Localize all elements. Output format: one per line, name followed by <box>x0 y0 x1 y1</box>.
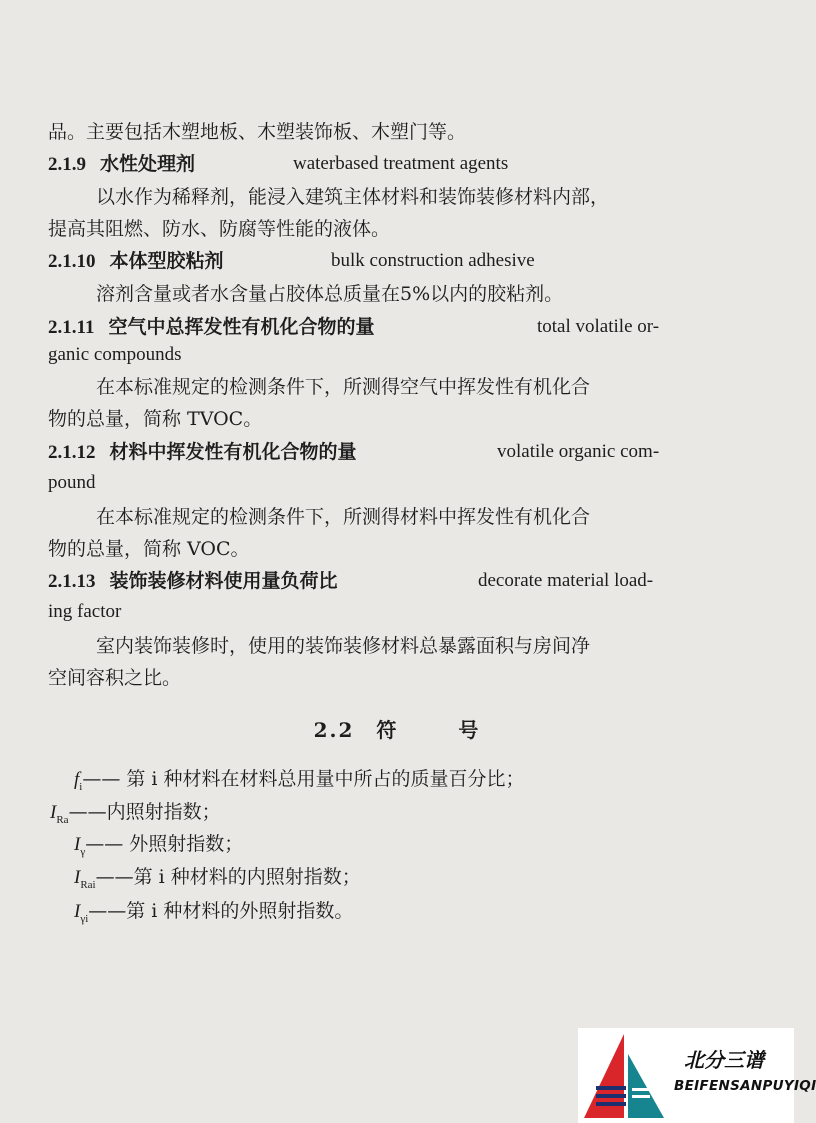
definition-line: 提高其阻燃、防水、防腐等性能的液体。 <box>48 218 391 240</box>
symbol-description: —— 第 i 种材料在材料总用量中所占的质量百分比； <box>82 768 525 790</box>
term-number: 2.1.11 <box>48 317 95 338</box>
definition-line: 溶剂含量或者水含量占胶体总质量在5%以内的胶粘剂。 <box>96 283 564 305</box>
term-english: bulk construction adhesive <box>331 250 535 271</box>
section-title-part: 符 <box>376 718 399 742</box>
symbol: f <box>74 769 80 790</box>
term-chinese: 本体型胶粘剂 <box>109 250 224 272</box>
symbol-subscript: i <box>79 780 83 793</box>
definition-line: 物的总量，简称 TVOC。 <box>48 408 263 430</box>
term-number: 2.1.13 <box>48 571 96 592</box>
term-2-1-12 <box>48 437 708 468</box>
term-english: decorate material load- <box>478 570 654 591</box>
term-english: total volatile or- <box>537 316 660 337</box>
term-2-1-11 <box>48 312 708 343</box>
term-chinese: 装饰装修材料使用量负荷比 <box>109 570 338 592</box>
term-chinese: 水性处理剂 <box>100 153 196 175</box>
term-2-1-10 <box>48 246 708 277</box>
definition-line: 空间容积之比。 <box>48 667 182 689</box>
watermark-logo <box>578 1028 816 1123</box>
section-heading <box>0 714 794 743</box>
term-number: 2.1.9 <box>48 154 86 175</box>
symbol-entry <box>74 862 361 900</box>
term-english-continued: ganic compounds <box>48 344 182 365</box>
section-title-part: 号 <box>458 718 481 742</box>
term-chinese: 空气中总挥发性有机化合物的量 <box>108 316 375 338</box>
symbol-subscript: Rai <box>80 878 96 891</box>
symbol-description: ——第 i 种材料的外照射指数。 <box>88 900 354 922</box>
symbol-subscript: Ra <box>56 813 69 826</box>
term-2-1-9 <box>48 149 708 180</box>
symbol: I <box>74 901 81 922</box>
symbol-description: ——内照射指数； <box>68 801 221 823</box>
term-chinese: 材料中挥发性有机化合物的量 <box>109 441 357 463</box>
symbol-subscript: γ <box>80 845 86 858</box>
symbol-description: ——第 i 种材料的内照射指数； <box>95 866 361 888</box>
definition-line: 在本标准规定的检测条件下，所测得材料中挥发性有机化合 <box>96 506 591 528</box>
symbol-subscript: γi <box>80 912 89 925</box>
watermark-text-cn: 北分三谱 <box>684 1048 764 1072</box>
symbol-description: —— 外照射指数； <box>85 833 244 855</box>
term-2-1-13 <box>48 566 708 597</box>
definition-line: 在本标准规定的检测条件下，所测得空气中挥发性有机化合 <box>96 376 591 398</box>
definition-line: 物的总量，简称 VOC。 <box>48 538 250 560</box>
symbol-entry <box>74 896 353 934</box>
symbol: I <box>50 802 57 823</box>
symbol: I <box>74 867 81 888</box>
term-english: waterbased treatment agents <box>293 153 509 174</box>
symbol: I <box>74 834 81 855</box>
term-english: volatile organic com- <box>497 441 660 462</box>
definition-line: 以水作为稀释剂，能浸入建筑主体材料和装饰装修材料内部， <box>96 186 610 208</box>
term-number: 2.1.12 <box>48 442 96 463</box>
watermark-text-en: BEIFENSANPUYIQI <box>674 1078 816 1094</box>
term-english-continued: ing factor <box>48 601 122 622</box>
term-english-continued: pound <box>48 472 96 493</box>
section-number: 2.2 <box>313 718 355 742</box>
definition-line: 室内装饰装修时，使用的装饰装修材料总暴露面积与房间净 <box>96 635 591 657</box>
paragraph-continuation: 品。主要包括木塑地板、木塑装饰板、木塑门等。 <box>48 121 467 143</box>
term-number: 2.1.10 <box>48 251 96 272</box>
sail-logo-icon <box>582 1032 666 1118</box>
